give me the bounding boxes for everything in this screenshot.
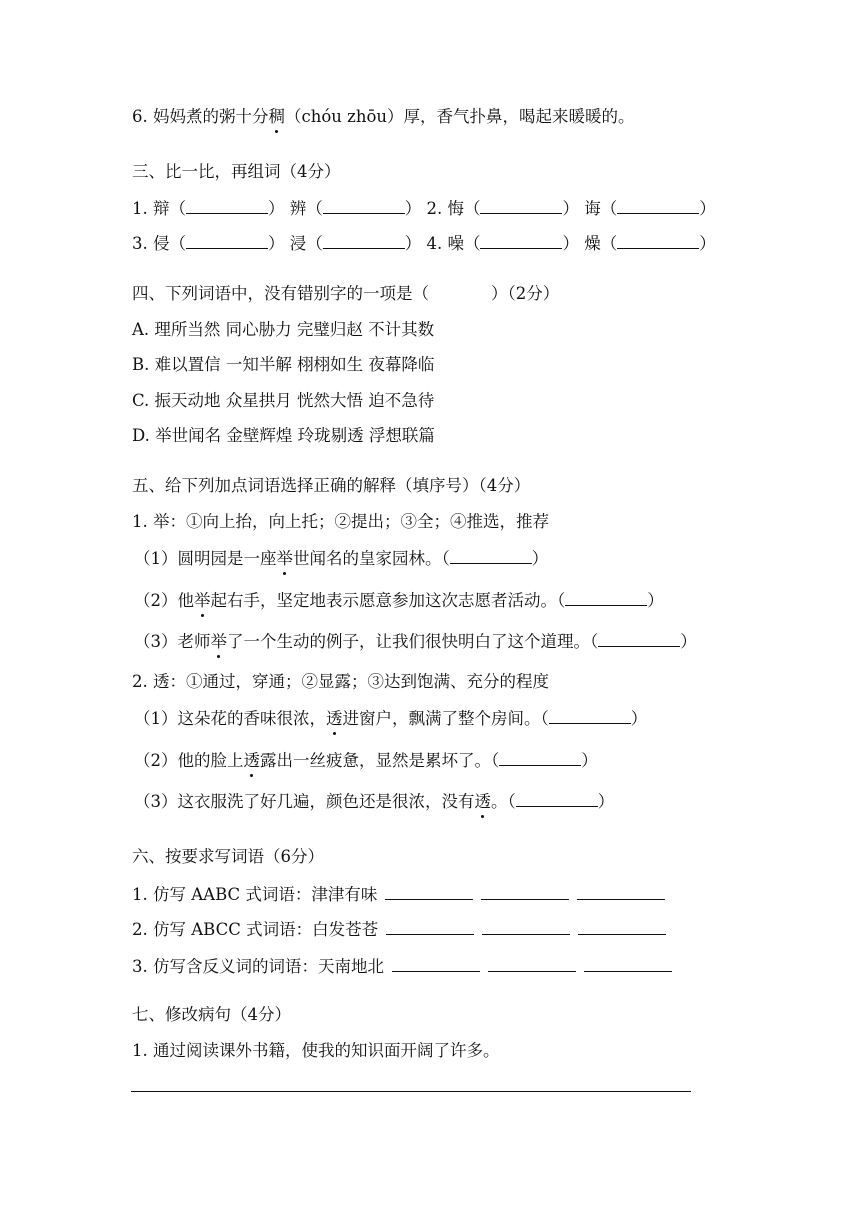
answer-blank[interactable] <box>480 197 562 214</box>
write-blank[interactable] <box>584 955 672 972</box>
answer-blank[interactable] <box>549 707 631 724</box>
option-c: C. 振天动地 众星拱月 恍然大悟 迫不急待 <box>132 391 435 410</box>
emphasis-dot-char: 稠 <box>268 107 285 126</box>
section-3-title: 三、比一比，再组词（4分） <box>132 162 341 181</box>
write-blank[interactable] <box>385 883 473 900</box>
ju-sentence-1: （1）圆明园是一座举世闻名的皇家园林。（ ） <box>134 549 549 568</box>
section-6-item-1: 1. 仿写 AABC 式词语：津津有味 <box>132 883 665 906</box>
emphasis-dot-char: 透 <box>326 709 343 728</box>
question-text-post: （chóu zhōu）厚，香气扑鼻，喝起来暖暖的。 <box>285 107 635 126</box>
write-blank[interactable] <box>578 918 666 935</box>
answer-blank[interactable] <box>450 547 532 564</box>
answer-blank[interactable] <box>598 630 680 647</box>
option-b: B. 难以置信 一知半解 栩栩如生 夜幕降临 <box>132 355 435 374</box>
answer-blank[interactable] <box>323 232 405 249</box>
tou-sentence-3: （3）这衣服洗了好几遍，颜色还是很浓，没有透。（ ） <box>134 792 615 811</box>
write-blank[interactable] <box>577 883 665 900</box>
section-5-title: 五、给下列加点词语选择正确的解释（填序号）（4分） <box>132 476 531 495</box>
answer-blank[interactable] <box>323 197 405 214</box>
tou-sentence-1: （1）这朵花的香味很浓，透进窗户，飘满了整个房间。（ ） <box>134 709 648 728</box>
emphasis-dot-char: 透 <box>243 751 260 770</box>
section-3-row-2: 3. 侵（ ） 浸（ ） 4. 噪（ ） 燥（ ） <box>132 234 716 253</box>
write-blank[interactable] <box>481 883 569 900</box>
write-blank[interactable] <box>482 918 570 935</box>
item-ju-definitions: 1. 举：①向上抬，向上托；②提出；③全；④推选，推荐 <box>132 512 549 531</box>
item-tou-definitions: 2. 透：①通过，穿通；②显露；③达到饱满、充分的程度 <box>132 672 549 691</box>
answer-blank[interactable] <box>186 232 268 249</box>
write-blank[interactable] <box>392 955 480 972</box>
emphasis-dot-char: 透 <box>474 792 491 811</box>
write-blank[interactable] <box>386 918 474 935</box>
tou-sentence-2: （2）他的脸上透露出一丝疲惫，显然是累坏了。（ ） <box>134 751 598 770</box>
emphasis-dot-char: 举 <box>210 632 227 651</box>
ju-sentence-2: （2）他举起右手，坚定地表示愿意参加这次志愿者活动。（ ） <box>134 591 664 610</box>
question-6 <box>132 106 635 128</box>
section-7-item-1: 1. 通过阅读课外书籍，使我的知识面开阔了许多。 <box>132 1041 500 1060</box>
question-text-pre: 妈妈煮的粥十分 <box>153 107 269 126</box>
answer-blank[interactable] <box>617 232 699 249</box>
answer-blank[interactable] <box>516 790 598 807</box>
answer-blank[interactable] <box>499 749 581 766</box>
section-4-title: 四、下列词语中，没有错别字的一项是（ ）（2分） <box>132 284 560 303</box>
answer-blank[interactable] <box>565 589 647 606</box>
section-3-row-1: 1. 辩（ ） 辨（ ） 2. 悔（ ） 诲（ ） <box>132 199 716 218</box>
ju-sentence-3: （3）老师举了一个生动的例子，让我们很快明白了这个道理。（ ） <box>134 632 697 651</box>
answer-blank[interactable] <box>480 232 562 249</box>
answer-blank[interactable] <box>617 197 699 214</box>
emphasis-dot-char: 举 <box>276 549 293 568</box>
write-blank[interactable] <box>488 955 576 972</box>
section-6-title: 六、按要求写词语（6分） <box>132 847 324 866</box>
option-d: D. 举世闻名 金壁辉煌 玲珑剔透 浮想联篇 <box>132 426 435 445</box>
section-7-title: 七、修改病句（4分） <box>132 1005 291 1024</box>
section-6-item-3: 3. 仿写含反义词的词语：天南地北 <box>132 955 672 978</box>
section-6-item-2: 2. 仿写 ABCC 式词语：白发苍苍 <box>132 918 666 941</box>
question-number: 6. <box>132 107 148 126</box>
answer-blank[interactable] <box>186 197 268 214</box>
option-a: A. 理所当然 同心胁力 完璧归赵 不计其数 <box>132 320 435 339</box>
emphasis-dot-char: 举 <box>194 591 211 610</box>
rewrite-answer-line[interactable] <box>131 1091 691 1092</box>
